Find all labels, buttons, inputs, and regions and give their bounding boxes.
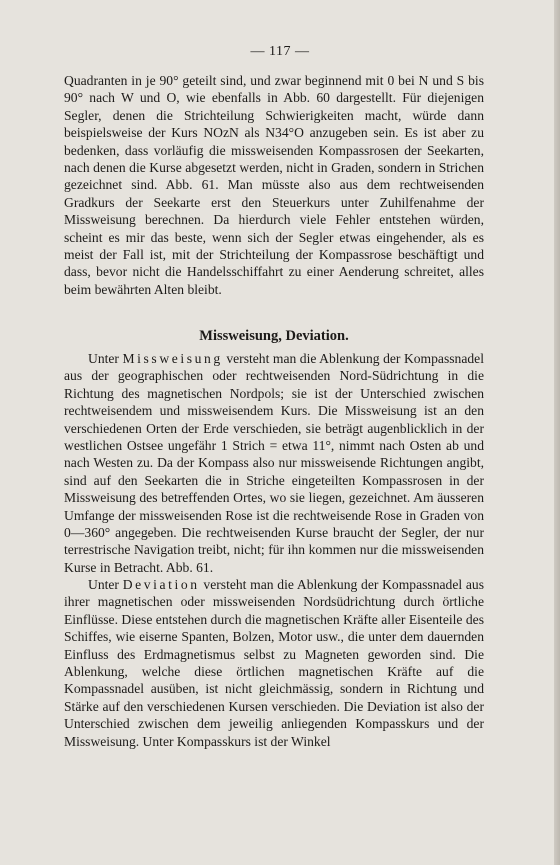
section-heading: Missweisung, Deviation. — [199, 328, 349, 344]
paragraph-lead: Unter — [88, 351, 123, 366]
term-deviation: Deviation — [122, 577, 200, 592]
paragraph-body: versteht man die Ablenkung der Kompassnadel aus der geographischen oder rechtweisenden Nord-Südrichtung in die Richtung des magnetischen Nordpols; sie ist der Unterschied zwischen rechtweisendem und missweisendem Kurs. Die Missweisung ist an den verschiedenen Orten der Erde verschieden, sie beträgt augenblicklich in der westlichen Ostsee ungefähr 1 Strich = etwa 11°, nimmt nach Osten ab und nach Westen zu. Da der Kompass also nur missweisende Richtungen angibt, sind auf den Seekarten die in Striche eingeteilten Kompassrosen in der Missweisung des betreffenden Ortes, wo sie liegen, gezeichnet. Am äusseren Umfange der missweisenden Rose ist die rechtweisende Rose in Graden von 0—360° angegeben. Die rechtweisenden Kurse braucht der Segler, der nur terrestrische Navigation treibt, nicht; für ihn kommen nur die missweisenden Kurse in Betracht. Abb. 61. — [64, 351, 484, 575]
paragraph-continued: Quadranten in je 90° geteilt sind, und zwar beginnend mit 0 bei N und S bis 90° nach W und O, wie ebenfalls in Abb. 60 dargestellt. Für diejenigen Segler, denen die Strichteilung Schwierigkeiten macht, würde dann beispielsweise der Kurs NOzN als N34°O anzugeben sein. Es ist aber zu bedenken, dass vorläufig die missweisenden Kompassrosen der Seekarten, nach denen die Kurse abgesetzt werden, nicht in Graden, sondern in Strichen gezeichnet sind. Abb. 61. Man müsste also aus dem rechtweisenden Gradkurs der Seekarte erst den Steuerkurs unter Zuhilfenahme der Missweisung berechnen. Da hierdurch viele Fehler entstehen würden, scheint es mir das beste, wenn sich der Segler etwas eingehender, als es meist der Fall ist, mit der Strichteilung der Kompassrose beschäftigt und dass, bevor nicht die Handelsschiffahrt zu einer Aenderung schreitet, alles beim bewährten Alten bleibt. — [64, 73, 484, 297]
paragraph-lead: Unter — [88, 577, 123, 592]
paragraph-missweisung — [64, 350, 484, 576]
page-number: — 117 — — [250, 44, 310, 59]
term-missweisung: Missweisung — [122, 351, 223, 366]
paragraph-body: versteht man die Ablenkung der Kompassnadel aus ihrer magnetischen oder missweisenden Nordsüdrichtung durch örtliche Einflüsse. Diese entstehen durch die magnetischen Kräfte aller Eisenteile des Schiffes, wie eiserne Spanten, Bolzen, Motor usw., die unter dem dauernden Einfluss des Erdmagnetismus selbst zu Magneten geworden sind. Die Ablenkung, welche diese örtlichen magnetischen Kräfte auf die Kompassnadel ausüben, ist nicht gleichmässig, sondern in Richtung und Stärke auf den verschiedenen Kursen verschieden. Die Deviation ist also der Unterschied zwischen dem jeweilig anliegenden Kompasskurs und der Missweisung. Unter Kompasskurs ist der Winkel — [64, 577, 484, 749]
paragraph-deviation — [64, 576, 484, 750]
page-edge-shadow — [554, 0, 560, 865]
